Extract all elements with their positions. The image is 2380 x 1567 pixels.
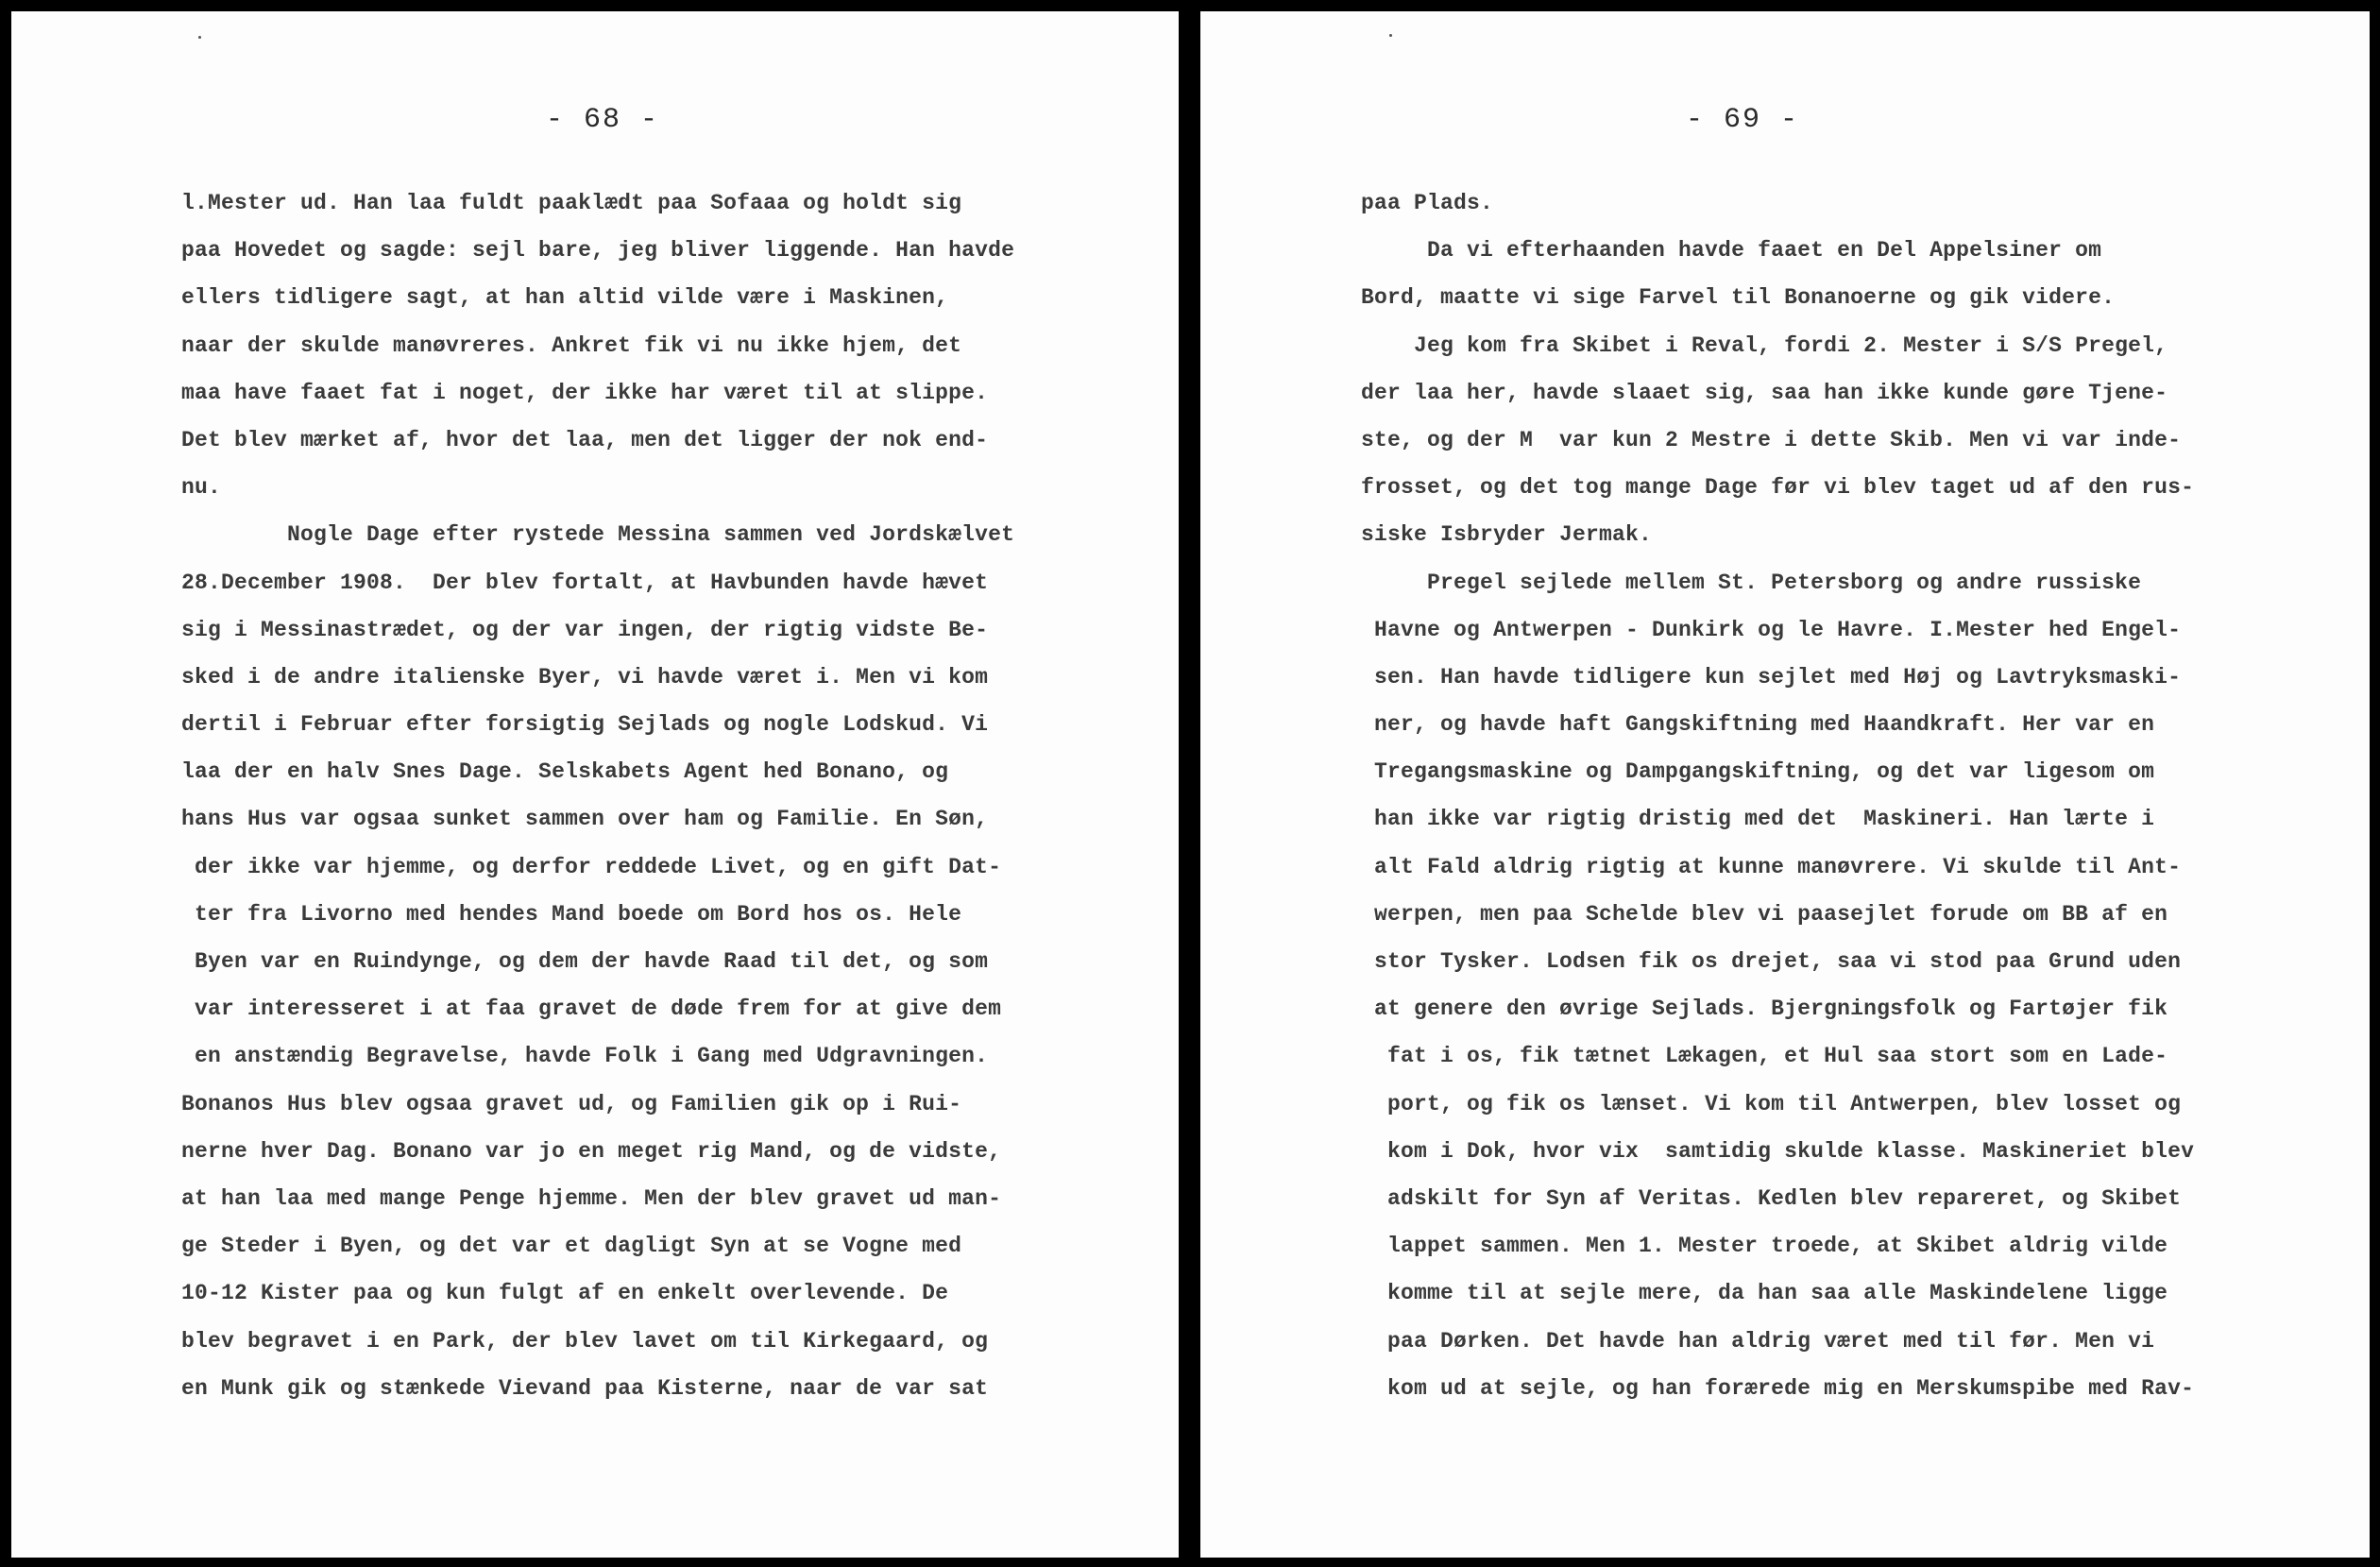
text-line: alt Fald aldrig rigtig at kunne manøvrere. Vi skulde til Ant- <box>1361 854 2182 879</box>
text-line: paa Hovedet og sagde: sejl bare, jeg bliver liggende. Han havde <box>181 238 1015 264</box>
text-line: der laa her, havde slaaet sig, saa han ikke kunde gøre Tjene- <box>1361 380 2168 405</box>
text-line: Det blev mærket af, hvor det laa, men det ligger der nok end- <box>181 427 989 452</box>
text-line: ste, og der M var kun 2 Mestre i dette Skib. Men vi var inde- <box>1361 427 2182 452</box>
text-line: ter fra Livorno med hendes Mand boede om Bord hos os. Hele <box>181 901 962 927</box>
text-line: sig i Messinastrædet, og der var ingen, der rigtig vidste Be- <box>181 617 989 642</box>
text-line: Bonanos Hus blev ogsaa gravet ud, og Familien gik op i Rui- <box>181 1091 962 1116</box>
scan-speck <box>1389 34 1392 37</box>
text-line: blev begravet i en Park, der blev lavet om til Kirkegaard, og <box>181 1328 989 1354</box>
text-line: at han laa med mange Penge hjemme. Men der blev gravet ud man- <box>181 1185 1002 1211</box>
text-line: stor Tysker. Lodsen fik os drejet, saa vi stod paa Grund uden <box>1361 949 2182 974</box>
page-number: - 68 - <box>546 104 660 136</box>
text-line: Da vi efterhaanden havde faaet en Del Appelsiner om <box>1361 238 2102 264</box>
text-line: 10-12 Kister paa og kun fulgt af en enkelt overlevende. De <box>181 1281 949 1306</box>
text-line: fat i os, fik tætnet Lækagen, et Hul saa stort som en Lade- <box>1361 1044 2168 1069</box>
text-line: l.Mester ud. Han laa fuldt paaklædt paa Sofaaa og holdt sig <box>181 191 962 215</box>
text-line: kom i Dok, hvor vix samtidig skulde klasse. Maskineriet blev <box>1361 1138 2195 1164</box>
text-line: Byen var en Ruindynge, og dem der havde Raad til det, og som <box>181 949 989 974</box>
text-line: Havne og Antwerpen - Dunkirk og le Havre. I.Mester hed Engel- <box>1361 617 2182 642</box>
text-line: at genere den øvrige Sejlads. Bjergningsfolk og Fartøjer fik <box>1361 996 2168 1022</box>
text-line: sen. Han havde tidligere kun sejlet med Høj og Lavtryksmaski- <box>1361 664 2182 690</box>
text-line: en Munk gik og stænkede Vievand paa Kisterne, naar de var sat <box>181 1375 989 1401</box>
text-line: ge Steder i Byen, og det var et dagligt Syn at se Vogne med <box>181 1234 962 1259</box>
text-line: Tregangsmaskine og Dampgangskiftning, og det var ligesom om <box>1361 759 2155 785</box>
text-line: han ikke var rigtig dristig med det Maskineri. Han lærte i <box>1361 807 2155 832</box>
page-text <box>181 179 1014 1412</box>
text-line: naar der skulde manøvreres. Ankret fik vi nu ikke hjem, det <box>181 332 962 358</box>
text-line: nerne hver Dag. Bonano var jo en meget rig Mand, og de vidste, <box>181 1138 1002 1164</box>
text-line: paa Dørken. Det havde han aldrig været med til før. Men vi <box>1361 1328 2155 1354</box>
scan-speck <box>198 36 201 39</box>
text-line: port, og fik os lænset. Vi kom til Antwerpen, blev losset og <box>1361 1091 2182 1116</box>
text-line: maa have faaet fat i noget, der ikke har været til at slippe. <box>181 380 989 405</box>
page-left <box>11 11 1179 1558</box>
page-right <box>1200 11 2370 1558</box>
text-line: Jeg kom fra Skibet i Reval, fordi 2. Mester i S/S Pregel, <box>1361 332 2168 358</box>
text-line: nu. <box>181 475 222 501</box>
text-line: komme til at sejle mere, da han saa alle Maskindelene ligge <box>1361 1281 2168 1306</box>
text-line: 28.December 1908. Der blev fortalt, at Havbunden havde hævet <box>181 570 989 595</box>
text-line: paa Plads. <box>1361 191 1494 215</box>
text-line: adskilt for Syn af Veritas. Kedlen blev repareret, og Skibet <box>1361 1185 2182 1211</box>
text-line: dertil i Februar efter forsigtig Sejlads og nogle Lodskud. Vi <box>181 712 989 738</box>
text-line: kom ud at sejle, og han forærede mig en Merskumspibe med Rav- <box>1361 1375 2195 1401</box>
text-line: siske Isbryder Jermak. <box>1361 522 1653 548</box>
text-line: sked i de andre italienske Byer, vi havde været i. Men vi kom <box>181 664 989 690</box>
text-line: ellers tidligere sagt, at han altid vilde være i Maskinen, <box>181 285 949 311</box>
text-line: laa der en halv Snes Dage. Selskabets Agent hed Bonano, og <box>181 759 949 785</box>
text-line: Pregel sejlede mellem St. Petersborg og andre russiske <box>1361 570 2142 595</box>
text-line: en anstændig Begravelse, havde Folk i Gang med Udgravningen. <box>181 1044 989 1069</box>
text-line: werpen, men paa Schelde blev vi paasejlet forude om BB af en <box>1361 901 2168 927</box>
text-line: Nogle Dage efter rystede Messina sammen ved Jordskælvet <box>181 522 1015 548</box>
text-line: frosset, og det tog mange Dage før vi blev taget ud af den rus- <box>1361 475 2195 501</box>
page-number: - 69 - <box>1686 104 1800 136</box>
text-line: ner, og havde haft Gangskiftning med Haandkraft. Her var en <box>1361 712 2155 738</box>
text-line: der ikke var hjemme, og derfor reddede Livet, og en gift Dat- <box>181 854 1002 879</box>
page-text <box>1361 179 2194 1412</box>
text-line: Bord, maatte vi sige Farvel til Bonanoerne og gik videre. <box>1361 285 2116 311</box>
text-line: var interesseret i at faa gravet de døde frem for at give dem <box>181 996 1002 1022</box>
text-line: hans Hus var ogsaa sunket sammen over ham og Familie. En Søn, <box>181 807 989 832</box>
text-line: lappet sammen. Men 1. Mester troede, at Skibet aldrig vilde <box>1361 1234 2168 1259</box>
